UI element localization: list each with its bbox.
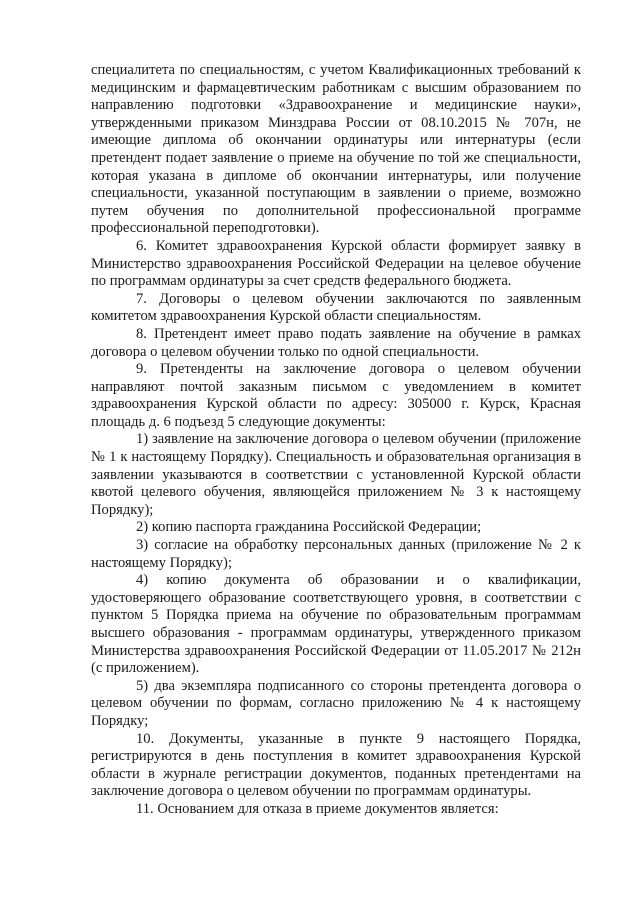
list-item-9-1: 1) заявление на заключение договора о целевом обучении (приложение № 1 к настоящему Порядку). Специальность и образовательная организация в заявлении указываются в соответствии с установленной Курской области квотой целевого обучения, являющейся приложением № 3 к настоящему Порядку); bbox=[91, 431, 581, 518]
list-item-9-5: 5) два экземпляра подписанного со стороны претендента договора о целевом обучении по формам, согласно приложению № 4 к настоящему Порядку; bbox=[91, 677, 581, 729]
document-body bbox=[91, 62, 581, 819]
paragraph-continuation: специалитета по специальностям, с учетом Квалификационных требований к медицинским и фармацевтическим работникам с высшим образованием по направлению подготовки «Здравоохранение и медицинские науки», утвержденными приказом Минздрава России от 08.10.2015 № 707н, не имеющие диплома об окончании ординатуры или интернатуры (если претендент подает заявление о приеме на обучение по той же специальности, которая указана в дипломе об окончании интернатуры, или получение специальности, указанной поступающим в заявлении о приеме, возможно путем обучения по дополнительной профессиональной программе профессиональной переподготовки). bbox=[91, 62, 581, 237]
list-item-9-4: 4) копию документа об образовании и о квалификации, удостоверяющего образование соответствующего уровня, в соответствии с пунктом 5 Порядка приема на обучение по образовательным программам высшего образования - программам ординатуры, утвержденного приказом Министерства здравоохранения Российской Федерации от 11.05.2017 № 212н (с приложением). bbox=[91, 572, 581, 677]
paragraph-item-10: 10. Документы, указанные в пункте 9 настоящего Порядка, регистрируются в день поступления в комитет здравоохранения Курской области в журнале регистрации документов, поданных претендентами на заключение договора о целевом обучении по программам ординатуры. bbox=[91, 730, 581, 800]
paragraph-item-7: 7. Договоры о целевом обучении заключаются по заявленным комитетом здравоохранения Курской области специальностям. bbox=[91, 290, 581, 325]
paragraph-item-9: 9. Претенденты на заключение договора о целевом обучении направляют почтой заказным письмом с уведомлением в комитет здравоохранения Курской области по адресу: 305000 г. Курск, Красная площадь д. 6 подъезд 5 следующие документы: bbox=[91, 361, 581, 430]
paragraph-item-11: 11. Основанием для отказа в приеме документов является: bbox=[136, 800, 499, 817]
list-item-9-2: 2) копию паспорта гражданина Российской Федерации; bbox=[136, 519, 482, 536]
list-item-9-3: 3) согласие на обработку персональных данных (приложение № 2 к настоящему Порядку); bbox=[91, 537, 581, 571]
paragraph-item-8: 8. Претендент имеет право подать заявление на обучение в рамках договора о целевом обучении только по одной специальности. bbox=[91, 325, 581, 360]
paragraph-item-6: 6. Комитет здравоохранения Курской области формирует заявку в Министерство здравоохранения Российской Федерации на целевое обучение по программам ординатуры за счет средств федерального бюджета. bbox=[91, 237, 581, 290]
